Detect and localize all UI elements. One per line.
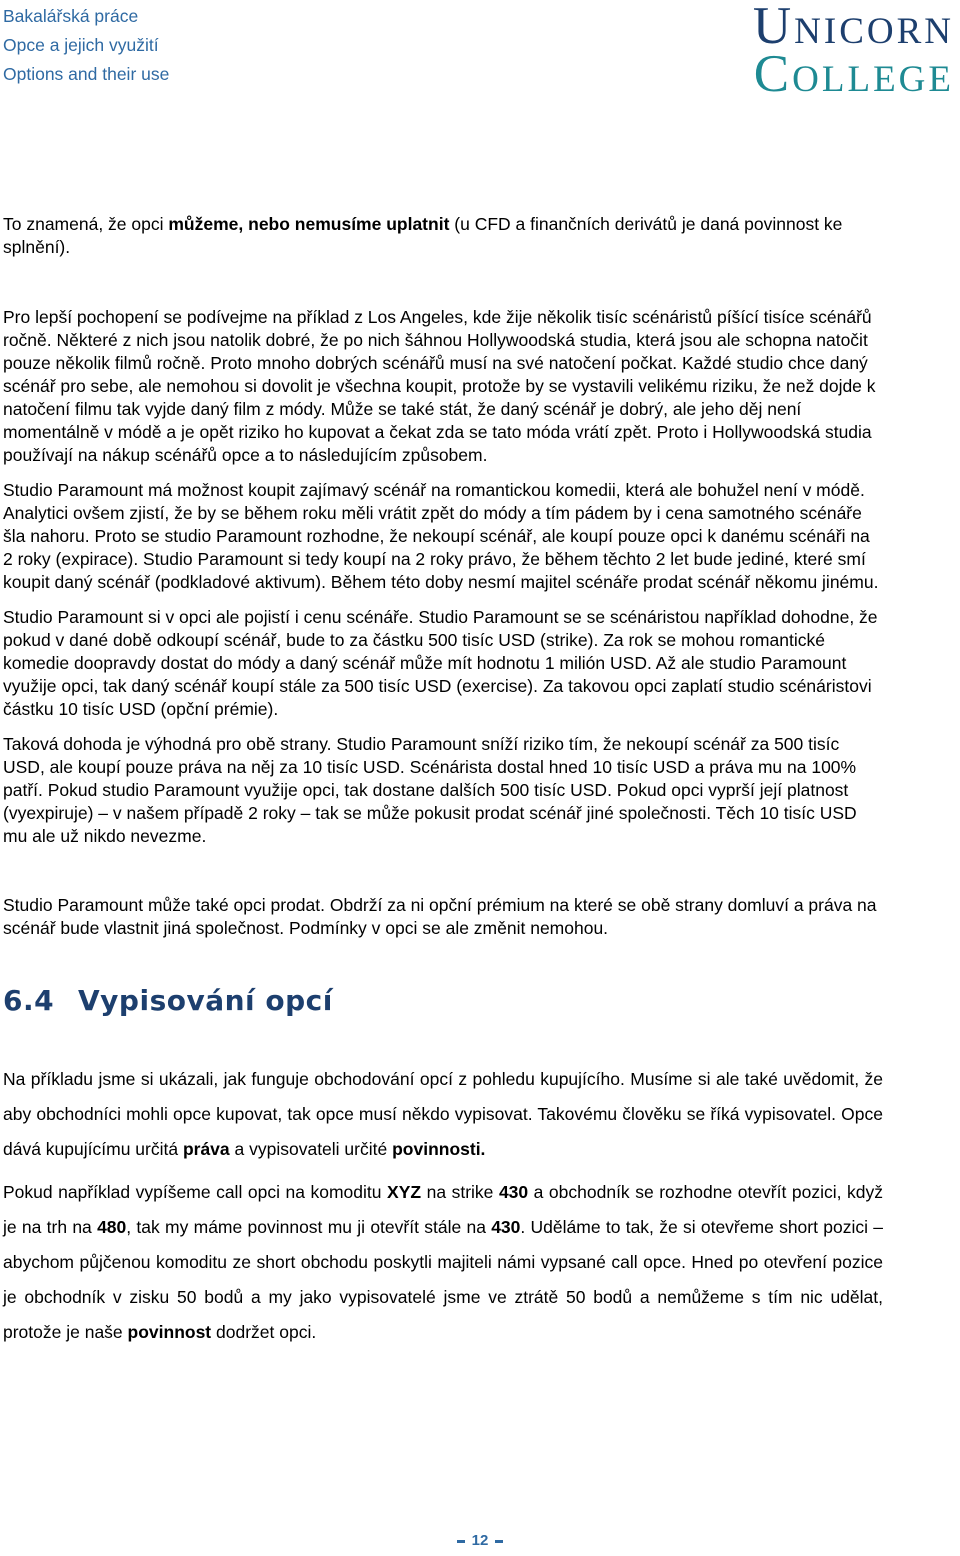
paragraph-hollywood-example: Pro lepší pochopení se podívejme na příklad z Los Angeles, kde žije několik tisíc scénáristů píšící tisíce scénářů ročně. Některé z nich jsou natolik dobré, že po nich šáhnou Hollywoodská studia, která jsou ale schopna natočit pouze několik filmů ročně. Proto mnoho dobrých scénářů musí na své natočení počkat. Každé studio chce daný scénář pro sebe, ale nemohou si dovolit je všechna koupit, protože by se vystavili velikému riziku, že než dojde k natočení filmu tak vyjde daný film z módy. Může se také stát, že daný scénář je dobrý, ale jeho děj není momentálně v módě a je opět riziko ho kupovat a čekat zda se tato móda vrátí zpět. Proto i Hollywoodská studia používají na nákup scénářů opce a to následujícím způsobem. [3, 307, 876, 465]
bold-run: 480 [97, 1217, 127, 1237]
paragraph-writer-example [3, 1175, 883, 1350]
section-title: Vypisování opcí [78, 984, 333, 1017]
bold-run: práva [182, 1139, 230, 1159]
paragraph-option-sale: Studio Paramount může také opci prodat. Obdrží za ni opční prémium na které se obě strany domluví a práva na scénář bude vlastnit jiná společnost. Podmínky v opci se ale změnit nemohou. [3, 895, 877, 938]
header-title-en: Options and their use [3, 64, 170, 84]
header-title-cz: Opce a jejich využití [3, 35, 159, 55]
page-number: 12 [471, 1532, 489, 1549]
text-run: (u CFD a finančních derivátů je daná povinnost ke splnění). [3, 214, 843, 257]
section-heading [3, 984, 883, 1018]
logo-line-college: College [753, 45, 954, 103]
paragraph-option-definition [3, 213, 883, 259]
paragraph-paramount-price: Studio Paramount si v opci ale pojistí i cenu scénáře. Studio Paramount se se scénáristou například dohodne, že pokud v dané době odkoupí scénář, bude to za částku 500 tisíc USD (strike). Za rok se mohou romantické komedie doopravdy dostat do módy a daný scénář může mít hodnotu 1 milión USD. Až ale studio Paramount využije opci, tak daný scénář koupí stále za 500 tisíc USD (exercise). Za takovou opci zaplatí studio scénáristovi částku 10 tisíc USD (opční prémie). [3, 607, 878, 719]
bold-run: 430 [491, 1217, 521, 1237]
bold-run: můžeme, nebo nemusíme uplatnit [168, 214, 450, 234]
text-run: Pokud například vypíšeme call opci na komoditu [3, 1182, 388, 1202]
dash-right-icon [495, 1540, 503, 1543]
bold-run: povinnost [127, 1322, 212, 1342]
paragraph-advantage: Taková dohoda je výhodná pro obě strany. Studio Paramount sníží riziko tím, že nekoupí scénář za 500 tisíc USD, ale koupí pouze práva na něj za 10 tisíc USD. Scénárista dostal hned 10 tisíc USD a práva mu na 100% patří. Pokud studio Paramount využije opci, tak dostane dalších 500 tisíc USD. Pokud opci vyprší její platnost (vyexpiruje) – v našem případě 2 roky – tak se může pokusit prodat scénář jiné společnosti. Těch 10 tisíc USD mu ale už nikdo nevezme. [3, 734, 857, 846]
text-run: a obchodník se rozhodne otevřít pozici, když je na trh na [3, 1182, 883, 1237]
document-header [3, 2, 169, 89]
page-footer [0, 1532, 960, 1549]
dash-left-icon [457, 1540, 465, 1543]
logo-line-unicorn: Unicorn [752, 0, 954, 55]
text-run: na strike [421, 1182, 499, 1202]
text-run: a vypisovateli určité [229, 1139, 393, 1159]
paragraph-writer-intro [3, 1062, 883, 1167]
bold-run: 430 [498, 1182, 529, 1202]
text-run: , tak my máme povinnost mu ji otevřít stále na [126, 1217, 492, 1237]
page-content [3, 213, 883, 1350]
paragraph-paramount-option: Studio Paramount má možnost koupit zajímavý scénář na romantickou komedii, která ale bohužel není v módě. Analytici ovšem zjistí, že by se během roku měli vrátit zpět do módy a tím pádem by i cena samotného scénáře šla nahoru. Proto se studio Paramount rozhodne, že nekoupí scénář, ale koupí pouze opci k danému scénáři na 2 roky (expirace). Studio Paramount si tedy koupí na 2 roky právo, že během těchto 2 let bude jediné, které smí koupit daný scénář (podkladové aktivum). Během této doby nesmí majitel scénáře prodat scénář někomu jinému. [3, 480, 879, 592]
section-number: 6.4 [3, 984, 55, 1017]
text-run: . Uděláme to tak, že si otevřeme short pozici – abychom půjčenou komoditu ze short obchodu poskytli majiteli námi vypsané call opce. Hned po otevření pozice je obchodník v zisku 50 bodů a my jako vypisovatelé jsme ve ztrátě 50 bodů a nemůžeme s tím nic udělat, protože je naše [3, 1217, 883, 1342]
text-run: Na příkladu jsme si ukázali, jak funguje obchodování opcí z pohledu kupujícího. Musíme si ale také uvědomit, že aby obchodníci mohli opce kupovat, tak opce musí někdo vypisovat. Takovému člověku se říká vypisovatel. Opce dává kupujícímu určitá [3, 1069, 883, 1159]
unicorn-college-logo [692, 0, 954, 103]
text-run: To znamená, že opci [3, 214, 169, 234]
bold-run: XYZ [387, 1182, 422, 1202]
header-thesis-type: Bakalářská práce [3, 6, 139, 26]
bold-run: povinnosti. [392, 1139, 486, 1159]
text-run: dodržet opci. [211, 1322, 317, 1342]
